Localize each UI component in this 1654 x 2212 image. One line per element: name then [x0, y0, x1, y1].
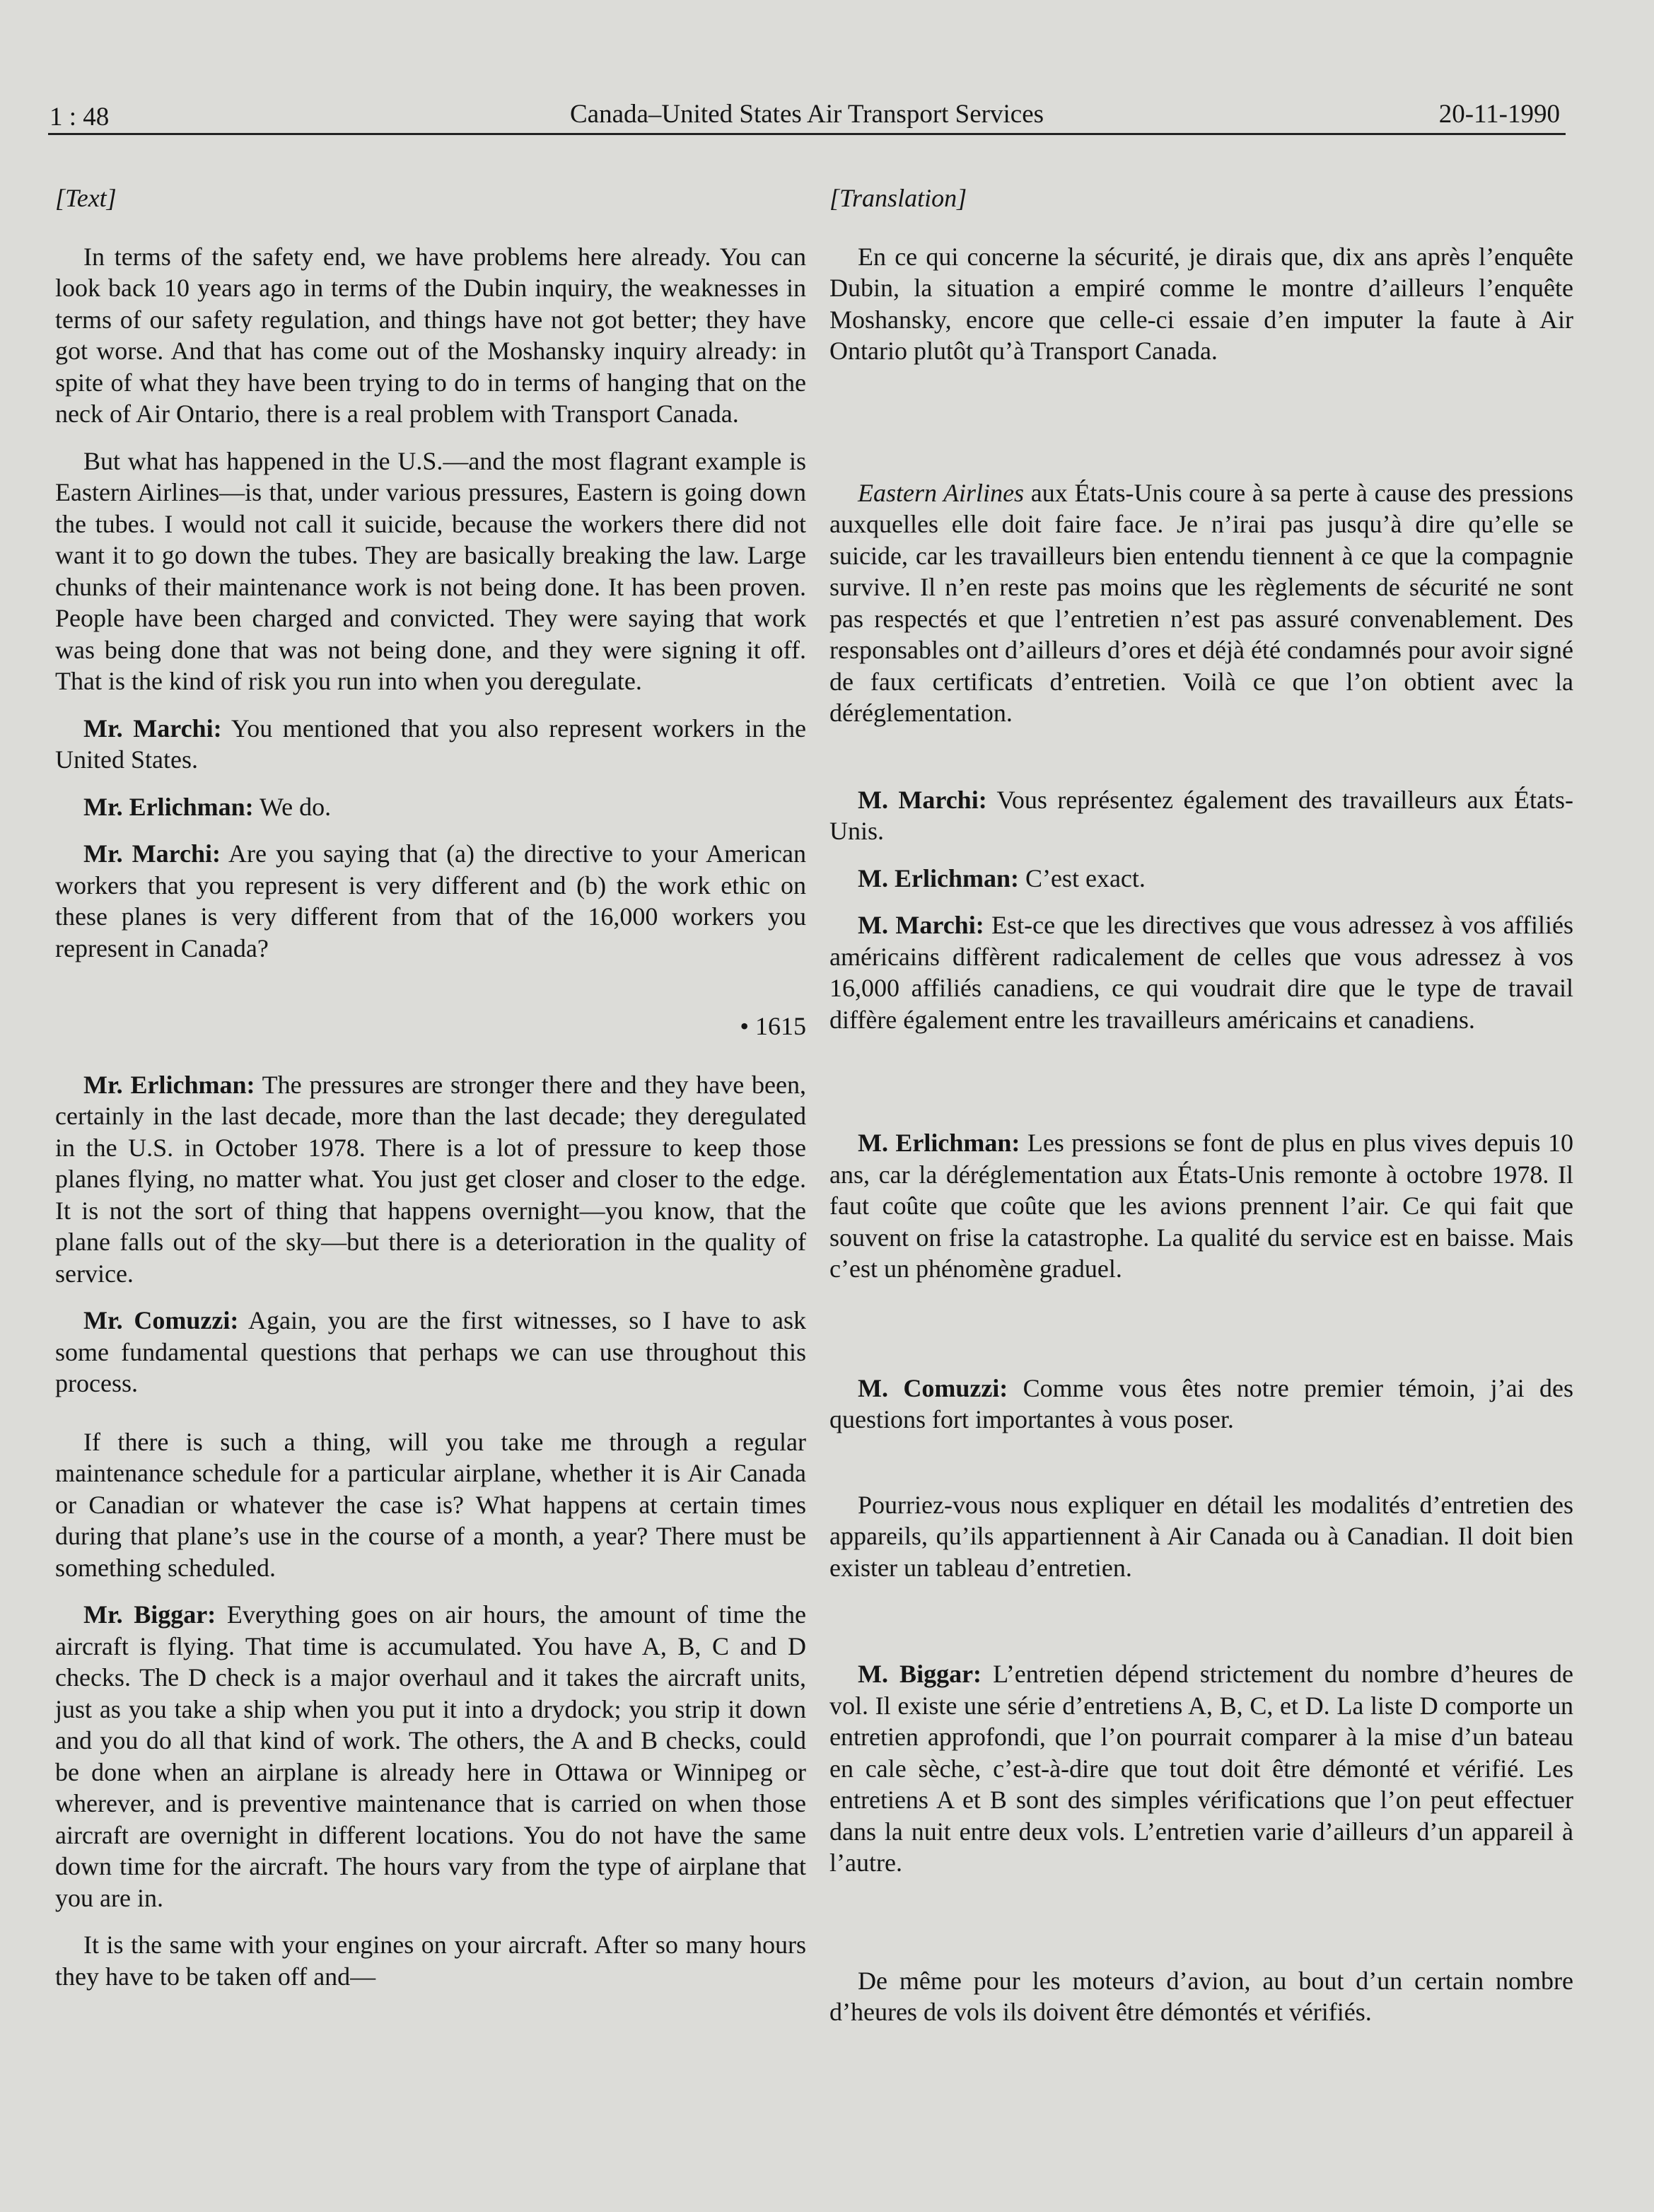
speaker-name: Mr. Marchi: — [83, 714, 222, 743]
speech-text: Est-ce que les directives que vous adressez à vos affiliés américains diffèrent radicalement de celles que vous adressez à vos 16,000 affiliés canadiens, ce qui voudrait dire que le type de travail diffère également entre les travailleurs américains et canadiens. — [829, 911, 1573, 1034]
speaker-paragraph — [55, 1305, 806, 1399]
speaker-name: Mr. Marchi: — [83, 839, 221, 868]
speaker-paragraph — [55, 713, 806, 776]
text-tag: [Text] — [55, 184, 117, 212]
paragraph: But what has happened in the U.S.—and the most flagrant example is Eastern Airlines—is that, under various pressures, Eastern is going down the tubes. I would not call it suicide, because the workers there did not want it to go down the tubes. They are basically breaking the law. Large chunks of their maintenance work is not being done. It has been proven. People have been charged and convicted. They were saying that work was being done that was not being done, and they were signing it off. That is the kind of risk you run into when you deregulate. — [55, 446, 806, 695]
speech-text: Are you saying that (a) the directive to your American workers that you represent is very different and (b) the work ethic on these planes is very different from that of the 16,000 workers you represent in Canada? — [55, 839, 807, 962]
speaker-paragraph — [55, 838, 806, 964]
paragraph: En ce qui concerne la sécurité, je dirais que, dix ans après l’enquête Dubin, la situation a empiré comme le montre d’ailleurs l’enquête Moshansky, encore que celle-ci essaie d’en imputer la faute à Air Ontario plutôt qu’à Transport Canada. — [829, 242, 1573, 365]
paragraph: Pourriez-vous nous expliquer en détail les modalités d’entretien des appareils, qu’ils appartiennent à Air Canada ou à Canadian. Il doit bien exister un tableau d’entretien. — [829, 1490, 1573, 1582]
paragraph: De même pour les moteurs d’avion, au bout d’un certain nombre d’heures de vols ils doivent être démontés et vérifiés. — [829, 1966, 1573, 2026]
speech-text: Again, you are the first witnesses, so I have to ask some fundamental questions that perhaps we can use throughout this process. — [55, 1306, 807, 1397]
speaker-paragraph — [829, 1127, 1573, 1285]
speech-text: Comme vous êtes notre premier témoin, j’ai des questions fort importantes à vous poser. — [829, 1373, 1573, 1433]
speaker-name: M. Marchi: — [858, 911, 984, 939]
paragraph: It is the same with your engines on your aircraft. After so many hours they have to be taken off and— — [55, 1931, 806, 1991]
paragraph: In terms of the safety end, we have problems here already. You can look back 10 years ago in terms of the Dubin inquiry, the weaknesses in terms of our safety regulation, and things have not got better; they have got worse. And that has come out of the Moshansky inquiry already: in spite of what they have been trying to do in terms of hanging that on the neck of Air Ontario, there is a real problem with Transport Canada. — [55, 242, 806, 428]
speaker-paragraph — [55, 1599, 806, 1914]
speaker-name: M. Biggar: — [858, 1660, 982, 1688]
paragraph-text: aux États-Unis coure à sa perte à cause des pressions auxquelles elle doit faire face. Je n’irai pas jusqu’à dire qu’elle se suicide, car les travailleurs bien entendu tiennent à ce que la compagnie survive. Il n’en reste pas moins que les règlements de sécurité ne sont pas respectés et que l’entretien n’est pas assuré convenablement. Des responsables ont d’ailleurs d’ores et déjà été condamnés pour avoir signé de faux certificats d’entretien. Voilà ce que l’on obtient avec la déréglementation. — [829, 478, 1573, 727]
speaker-name: Mr. Biggar: — [83, 1600, 216, 1629]
speech-text: You mentioned that you also represent workers in the United States. — [55, 714, 806, 774]
translation-tag: [Translation] — [829, 184, 967, 212]
speaker-name: M. Marchi: — [858, 785, 987, 814]
english-column — [55, 182, 806, 2177]
speaker-name: Mr. Comuzzi: — [83, 1306, 239, 1334]
speaker-name: M. Erlichman: — [858, 1129, 1020, 1157]
speech-text: The pressures are stronger there and they have been, certainly in the last decade, more than the last decade; they deregulated in the U.S. in October 1978. There is a lot of pressure to keep those planes flying, no matter what. You just get closer and closer to the edge. It is not the sort of thing that happens overnight—you know, that the plane falls out of the sky—but there is a deterioration in the quality of service. — [55, 1070, 806, 1288]
speaker-paragraph — [829, 784, 1573, 847]
page-header — [48, 93, 1566, 135]
speaker-paragraph — [829, 863, 1573, 895]
airline-name: Eastern Airlines — [858, 478, 1025, 507]
paragraph: If there is such a thing, will you take me through a regular maintenance schedule for a particular airplane, whether it is Air Canada or Canadian or whatever the case is? What happens at certain times during that plane’s use in the course of a month, a year? There must be something scheduled. — [55, 1427, 806, 1582]
running-title: Canada–United States Air Transport Services — [569, 100, 1044, 129]
speaker-paragraph — [55, 1069, 806, 1290]
header-date: 20-11-1990 — [1438, 100, 1560, 129]
speaker-name: M. Comuzzi: — [858, 1373, 1008, 1402]
speaker-paragraph — [55, 791, 806, 823]
speaker-paragraph — [829, 1658, 1573, 1879]
speech-text: Vous représentez également des travailleurs aux États-Unis. — [829, 785, 1573, 845]
speaker-paragraph — [829, 909, 1573, 1035]
speech-text: C’est exact. — [1018, 863, 1146, 892]
speaker-name: Mr. Erlichman: — [83, 792, 254, 821]
speaker-name: Mr. Erlichman: — [83, 1070, 255, 1099]
speaker-paragraph — [829, 1373, 1573, 1436]
speech-text: We do. — [253, 792, 332, 821]
speech-text: L’entretien dépend strictement du nombre d’heures de vol. Il existe une série d’entretiens A, B, C, et D. La liste D comporte un entretien approfondi, que l’on pourrait comparer à la mise d’un bateau en cale sèche, c’est-à-dire que tout doit être démonté et vérifié. Les entretiens A et B sont des simples vérifications que l’on peut effectuer dans la nuit entre deux vols. L’entretien varie d’ailleurs d’un appareil à l’autre. — [829, 1660, 1573, 1877]
time-marker: • 1615 — [740, 1012, 806, 1040]
french-column — [829, 182, 1573, 2177]
page-number: 1 : 48 — [49, 103, 110, 132]
speaker-name: M. Erlichman: — [858, 863, 1019, 892]
paragraph — [829, 477, 1573, 729]
speech-text: Les pressions se font de plus en plus vives depuis 10 ans, car la déréglementation aux États-Unis remonte à octobre 1978. Il faut coûte que coûte que les avions prennent l’air. Ce qui fait que souvent on frise la catastrophe. La qualité du service est en baisse. Mais c’est un phénomène graduel. — [829, 1129, 1573, 1283]
speech-text: Everything goes on air hours, the amount of time the aircraft is flying. That time is accumulated. You have A, B, C and D checks. The D check is a major overhaul and it takes the aircraft units, just as you take a ship when you put it into a drydock; you strip it down and you do all that kind of work. The others, the A and B checks, could be done when an airplane is already here in Ottawa or Winnipeg or wherever, and is preventive maintenance that is carried on when those aircraft are overnight in different locations. You do not have the same down time for the aircraft. The hours vary from the type of airplane that you are in. — [55, 1600, 806, 1912]
